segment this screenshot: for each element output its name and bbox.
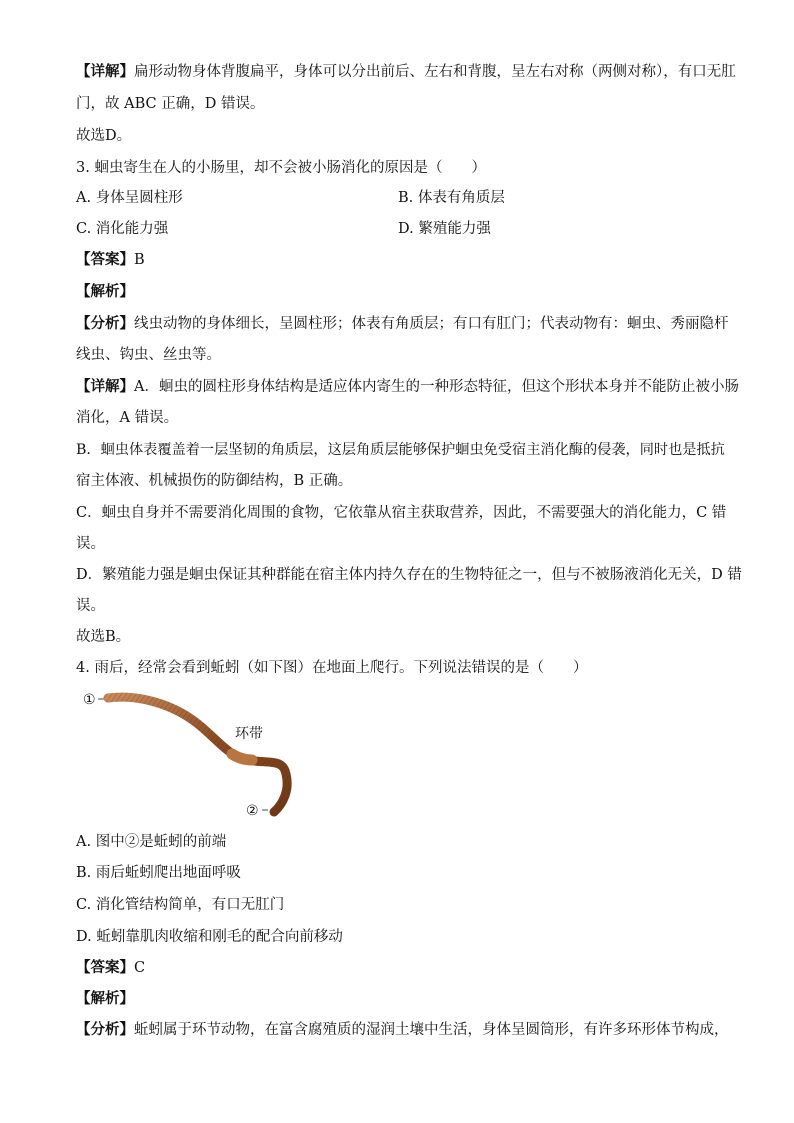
q3-option-d: D. 繁殖能力强 bbox=[398, 221, 491, 237]
q3-option-a: A. 身体呈圆柱形 bbox=[76, 190, 183, 206]
detail-tag: 【详解】 bbox=[76, 63, 134, 80]
answer-tag: 【答案】 bbox=[76, 959, 134, 976]
q2-detail-line-2: 门，故 ABC 正确，D 错误。 bbox=[76, 96, 265, 112]
q4-stem: 4. 雨后，经常会看到蚯蚓（如下图）在地面上爬行。下列说法错误的是（ ） bbox=[76, 660, 588, 676]
q3-answer bbox=[76, 250, 145, 270]
answer-value: C bbox=[134, 960, 146, 976]
q3-detail-d-line-2: 误。 bbox=[76, 598, 105, 614]
analysis-tag: 【解析】 bbox=[76, 283, 134, 300]
figure-label-band: 环带 bbox=[235, 726, 263, 742]
q4-analysis-tag bbox=[76, 989, 134, 1009]
q3-detail-a-line-2: 消化，A 错误。 bbox=[76, 410, 179, 426]
fenxi-tag: 【分析】 bbox=[76, 1021, 134, 1038]
q4-option-b: B. 雨后蚯蚓爬出地面呼吸 bbox=[76, 865, 241, 881]
q4-option-a: A. 图中②是蚯蚓的前端 bbox=[76, 834, 227, 850]
detail-a-text: A．蛔虫的圆柱形身体结构是适应体内寄生的一种形态特征，但这个形状本身并不能防止被小肠 bbox=[134, 379, 739, 395]
answer-tag: 【答案】 bbox=[76, 251, 134, 268]
q2-detail-line-1 bbox=[76, 62, 736, 82]
q2-choice: 故选D。 bbox=[76, 128, 132, 144]
q4-option-d: D. 蚯蚓靠肌肉收缩和刚毛的配合向前移动 bbox=[76, 929, 343, 945]
q3-detail-c-line-1: C．蛔虫自身并不需要消化周围的食物，它依靠从宿主获取营养，因此，不需要强大的消化能力，C 错 bbox=[76, 505, 727, 521]
q3-detail-b-line-2: 宿主体液、机械损伤的防御结构，B 正确。 bbox=[76, 473, 353, 489]
q4-option-c: C. 消化管结构简单，有口无肛门 bbox=[76, 897, 285, 913]
q3-detail-a-line-1 bbox=[76, 377, 739, 397]
figure-label-1: ① bbox=[83, 692, 96, 708]
q3-detail-b-line-1: B．蛔虫体表覆盖着一层坚韧的角质层，这层角质层能够保护蛔虫免受宿主消化酶的侵袭，同时也是抵抗 bbox=[76, 442, 725, 458]
analysis-tag: 【解析】 bbox=[76, 990, 134, 1007]
q4-fenxi-line-1 bbox=[76, 1020, 729, 1040]
q2-detail-text: 扁形动物身体背腹扁平，身体可以分出前后、左右和背腹，呈左右对称（两侧对称），有口无肛 bbox=[134, 64, 736, 80]
earthworm-rings bbox=[108, 697, 287, 812]
q3-option-c: C. 消化能力强 bbox=[76, 221, 169, 237]
earthworm-body bbox=[108, 697, 287, 812]
q3-fenxi-line-2: 线虫、钩虫、丝虫等。 bbox=[76, 347, 221, 363]
q3-fenxi-line-1 bbox=[76, 314, 729, 334]
q4-answer bbox=[76, 958, 145, 978]
fenxi-text: 线虫动物的身体细长，呈圆柱形；体表有角质层；有口有肛门；代表动物有：蛔虫、秀丽隐杆 bbox=[134, 316, 729, 332]
earthworm-figure bbox=[78, 686, 308, 820]
q3-choice: 故选B。 bbox=[76, 629, 131, 645]
q3-option-b: B. 体表有角质层 bbox=[398, 190, 505, 206]
q3-detail-c-line-2: 误。 bbox=[76, 536, 105, 552]
fenxi-tag: 【分析】 bbox=[76, 315, 134, 332]
figure-label-2: ② bbox=[246, 803, 259, 819]
q3-detail-d-line-1: D．繁殖能力强是蛔虫保证其种群能在宿主体内持久存在的生物特征之一，但与不被肠液消化无关，D 错 bbox=[76, 567, 742, 583]
earthworm-clitellum bbox=[232, 754, 252, 760]
q3-stem: 3. 蛔虫寄生在人的小肠里，却不会被小肠消化的原因是（ ） bbox=[76, 160, 486, 176]
fenxi-text: 蚯蚓属于环节动物，在富含腐殖质的湿润土壤中生活，身体呈圆筒形，有许多环形体节构成， bbox=[134, 1022, 729, 1038]
q3-analysis-tag bbox=[76, 282, 134, 302]
answer-value: B bbox=[134, 252, 145, 268]
detail-tag: 【详解】 bbox=[76, 378, 134, 395]
